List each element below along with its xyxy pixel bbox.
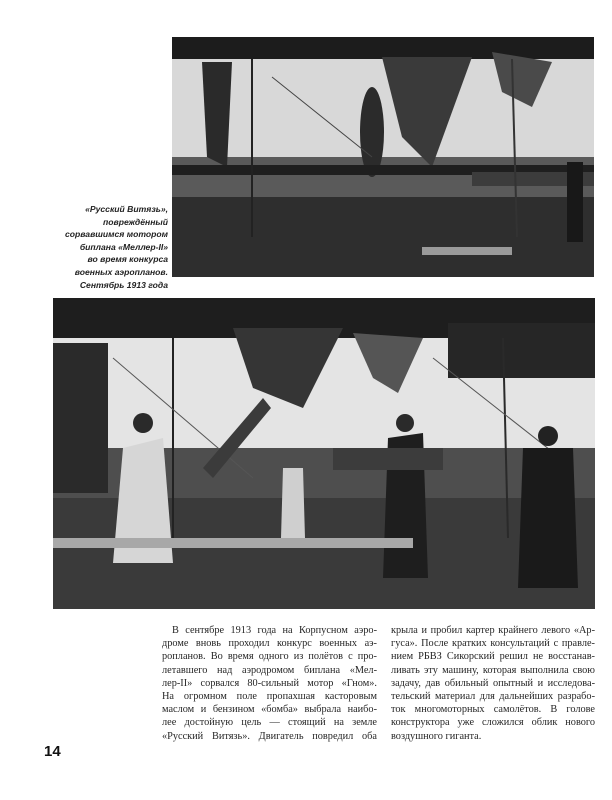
caption-line: во время конкурса (87, 254, 168, 265)
text-line: ток многомоторных самолётов. В голове (391, 704, 595, 716)
body-text-left-column (162, 624, 377, 743)
text-line: конструктора уже сложился облик нового (391, 717, 595, 729)
text-line: ливать эту машину, которая выполнила свою (391, 664, 595, 676)
text-line: воздушного гиганта. (391, 730, 482, 742)
photo-caption (60, 203, 168, 291)
text-line: летавшего над аэродромом биплана «Мел- (162, 664, 377, 676)
text-line: нием РБВЗ Сикорский решил не восстанав- (391, 651, 595, 663)
page-number: 14 (44, 743, 61, 760)
photo-top-image (172, 37, 594, 277)
text-line: тельский материал для дальнейших разрабо- (391, 691, 595, 703)
text-line: дроме вновь проходил конкурс военных аэ- (162, 638, 377, 650)
text-line: «Русский Витязь». Двигатель повредил оба (162, 730, 377, 742)
caption-line: «Русский Витязь», (85, 204, 168, 214)
text-line: лер-II» сорвался 80-сильный мотор «Гном». (162, 677, 377, 689)
caption-line: военных аэропланов. (74, 266, 168, 277)
text-line: ропланов. Во время одного из полётов с про- (162, 651, 377, 663)
caption-line: биплана «Меллер-II» (79, 241, 168, 252)
photo-bottom-image (53, 298, 595, 609)
text-line: маслом и бензином «бомба» выбрала наибо- (162, 704, 377, 716)
body-text-right-column (391, 624, 595, 743)
photo-people-near-aircraft (53, 298, 595, 609)
caption-line: повреждённый (103, 216, 168, 227)
text-line: лее достойную цель — стоящий на земле (162, 717, 377, 729)
caption-line: сорвавшимся мотором (64, 229, 168, 240)
text-line: На огромном поле пропахшая касторовым (162, 691, 377, 703)
text-line: В сентябре 1913 года на Корпусном аэро- (172, 625, 377, 636)
text-line: гуса». После кратких консультаций с правле- (391, 638, 595, 650)
photo-damaged-russky-vityaz (172, 37, 594, 277)
caption-line: Сентябрь 1913 года (79, 279, 168, 290)
text-line: крыла и пробил картер крайнего левого «Ар- (391, 625, 595, 636)
text-line: задачу, дав обильный опытный и исследова- (391, 677, 595, 689)
